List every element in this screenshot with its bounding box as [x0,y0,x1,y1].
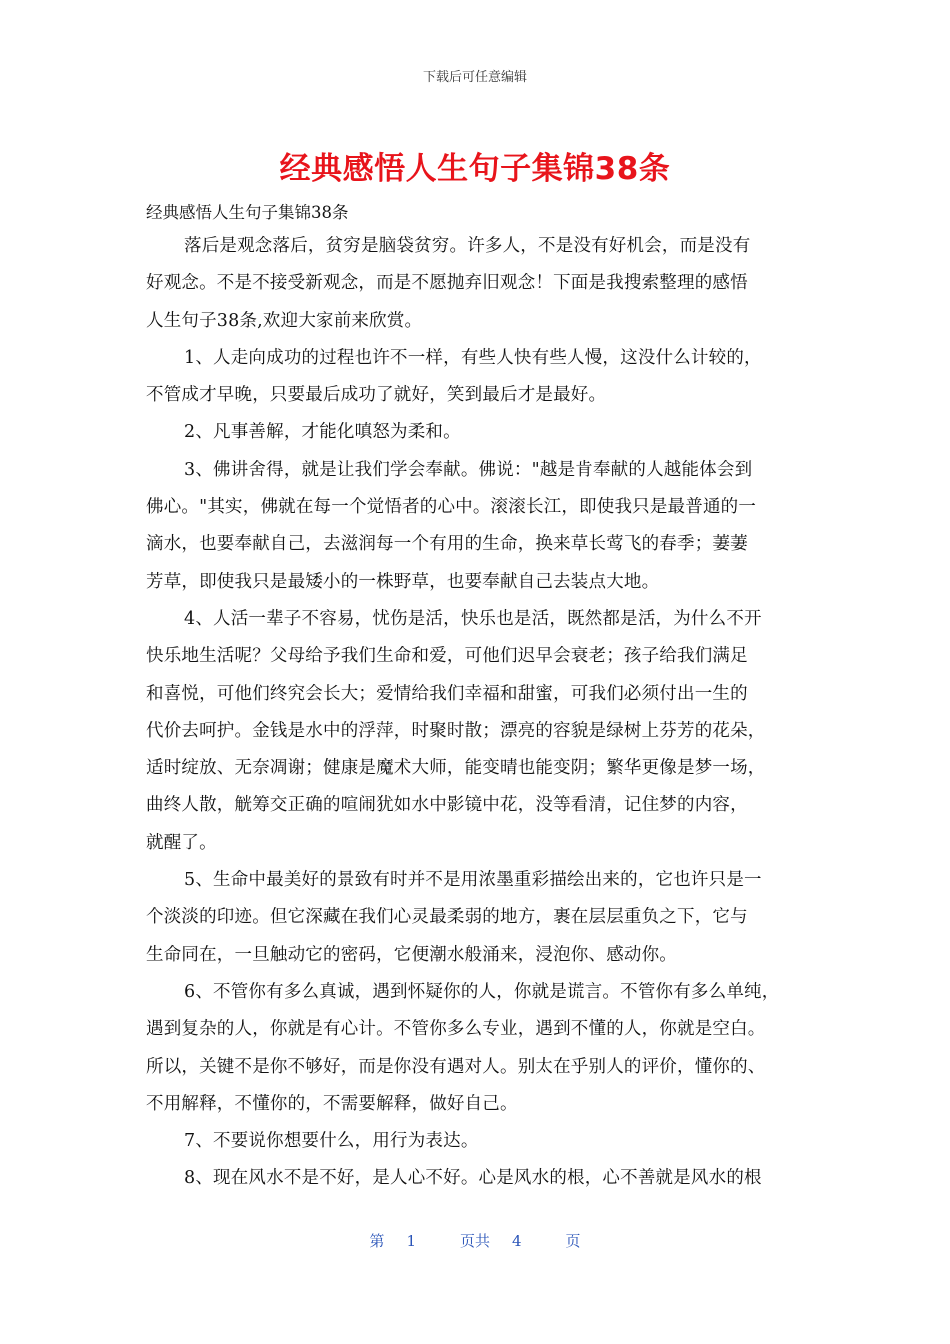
body-line: 落后是观念落后，贫穷是脑袋贫穷。许多人，不是没有好机会，而是没有 [184,236,751,256]
body-line: 人生句子38条,欢迎大家前来欣赏。 [146,310,423,331]
body-line: 曲终人散，觥筹交正确的喧闹犹如水中影镜中花，没等看清，记住梦的内容， [146,795,748,816]
body-line: 个淡淡的印迹。但它深藏在我们心灵最柔弱的地方，裹在层层重负之下，它与 [146,907,748,928]
body-line: 4、人活一辈子不容易，忧伤是活，快乐也是活，既然都是活，为什么不开 [184,608,762,629]
body-line: 1、人走向成功的过程也许不一样，有些人快有些人慢，这没什么计较的， [184,347,762,368]
page-footer [0,1230,950,1251]
document-title: 经典感悟人生句子集锦38条 [279,151,671,187]
document-subtitle: 经典感悟人生句子集锦38条 [146,203,349,222]
body-line: 生命同在，一旦触动它的密码，它便潮水般涌来，浸泡你、感动你。 [146,944,677,965]
body-line: 遇到复杂的人，你就是有心计。不管你多么专业，遇到不懂的人，你就是空白。 [146,1019,766,1040]
body-line: 8、现在风水不是不好，是人心不好。心是风水的根，心不善就是风水的根 [184,1168,762,1189]
body-line: 滴水，也要奉献自己，去滋润每一个有用的生命，换来草长莺飞的春季；萋萋 [146,534,748,555]
body-line: 所以，关键不是你不够好，而是你没有遇对人。别太在乎别人的评价，懂你的、 [146,1056,766,1077]
body-line: 好观念。不是不接受新观念，而是不愿抛弃旧观念！下面是我搜索整理的感悟 [146,273,748,294]
body-line: 和喜悦，可他们终究会长大；爱情给我们幸福和甜蜜，可我们必须付出一生的 [146,683,748,704]
footer-total-word: 页共 [459,1232,490,1250]
body-line: 不用解释，不懂你的，不需要解释，做好自己。 [146,1093,518,1114]
body-line: 佛心。"其实，佛就在每一个觉悟者的心中。滚滚长江，即使我只是最普通的一 [146,497,757,518]
footer-total-pages: 4 [512,1232,522,1250]
body-line: 不管成才早晚，只要最后成功了就好，笑到最后才是最好。 [146,385,607,406]
body-line: 就醒了。 [146,832,217,853]
header-note: 下载后可任意编辑 [422,70,527,85]
footer-page-suffix: 页 [565,1232,581,1250]
body-line: 芳草，即使我只是最矮小的一株野草，也要奉献自己去装点大地。 [146,571,660,592]
footer-page-number: 1 [406,1232,416,1250]
body-line: 快乐地生活呢？父母给予我们生命和爱，可他们迟早会衰老；孩子给我们满足 [146,646,748,667]
body-line: 7、不要说你想要什么，用行为表达。 [184,1131,479,1152]
body-line: 适时绽放、无奈凋谢；健康是魔术大师，能变晴也能变阴；繁华更像是梦一场， [146,758,766,779]
footer-page-word: 第 [369,1232,385,1250]
body-line: 5、生命中最美好的景致有时并不是用浓墨重彩描绘出来的，它也许只是一 [184,870,762,891]
body-line: 2、凡事善解，才能化嗔怒为柔和。 [184,422,461,443]
body-line: 6、不管你有多么真诚，遇到怀疑你的人，你就是谎言。不管你有多么单纯， [184,981,780,1002]
body-line: 代价去呵护。金钱是水中的浮萍，时聚时散；漂亮的容貌是绿树上芬芳的花朵， [146,720,766,741]
body-line: 3、佛讲舍得，就是让我们学会奉献。佛说："越是肯奉献的人越能体会到 [184,459,753,480]
document-body [146,228,808,1198]
